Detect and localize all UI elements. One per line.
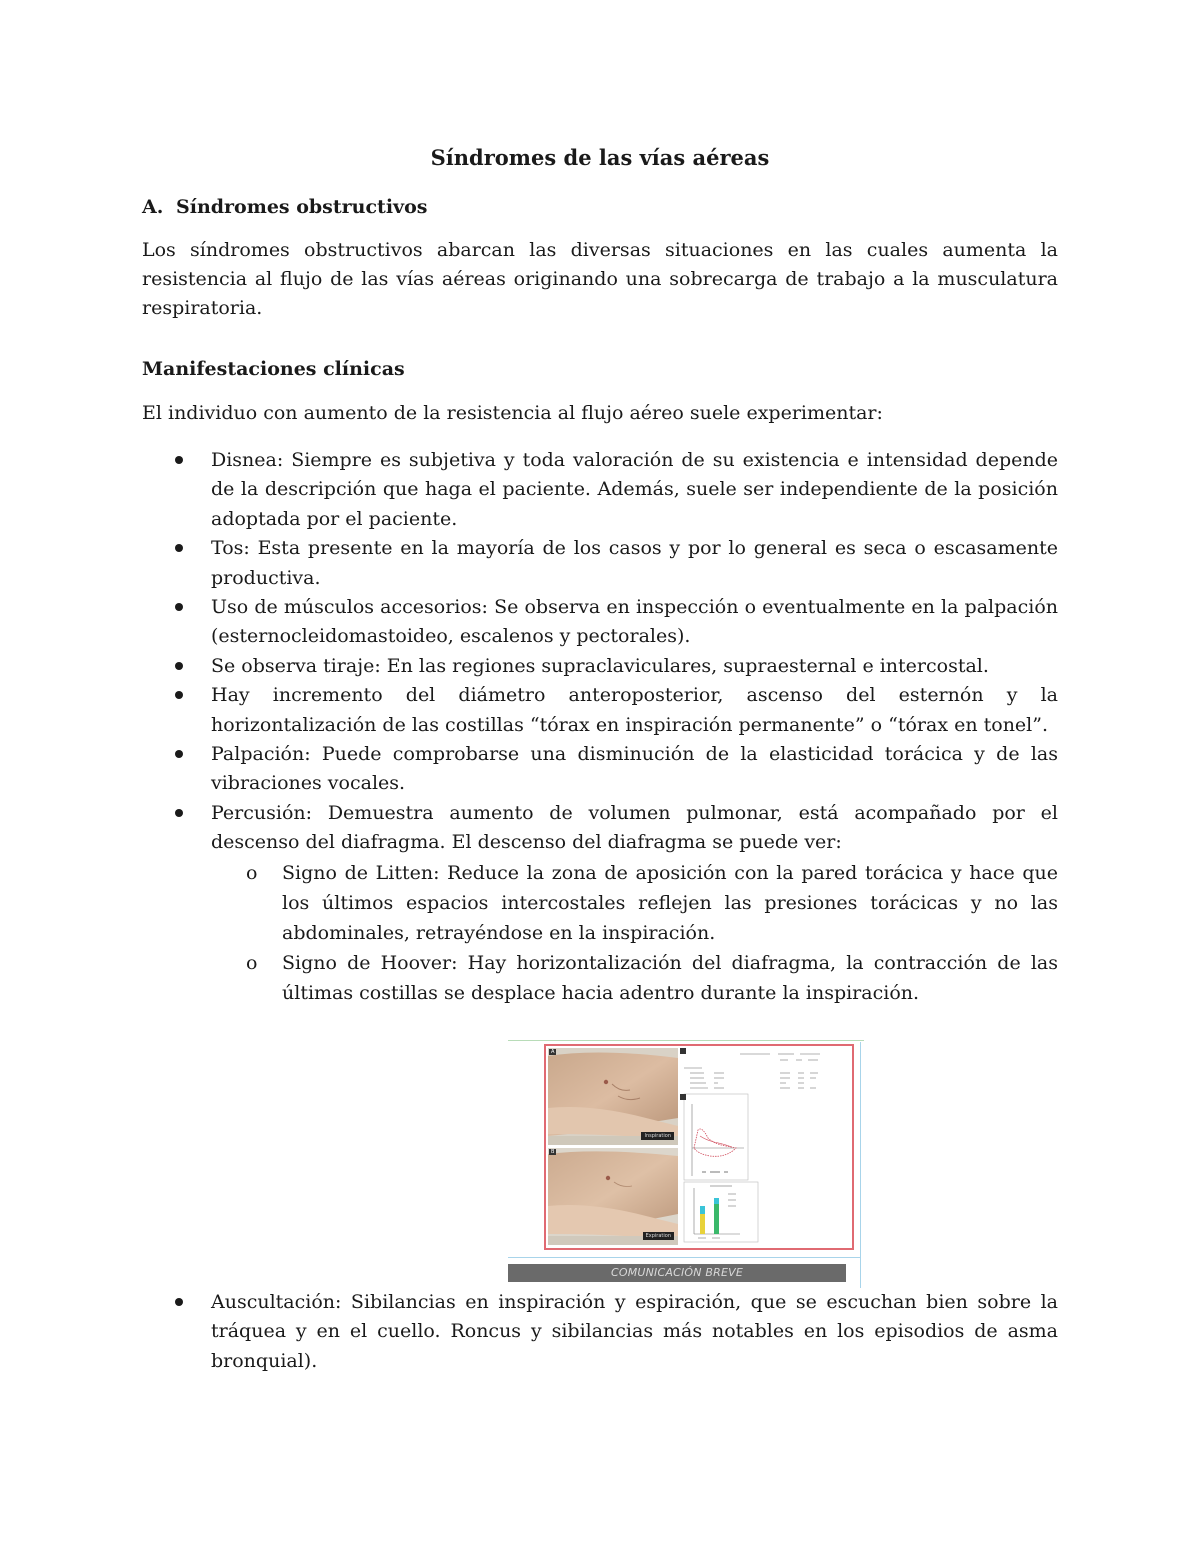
clinical-figure bbox=[508, 1040, 864, 1288]
figure-border-line bbox=[508, 1040, 864, 1041]
list-item bbox=[211, 593, 1058, 652]
manifestations-intro: El individuo con aumento de la resistencia al flujo aéreo suele experimentar: bbox=[142, 402, 883, 424]
list-item bbox=[211, 1288, 1058, 1376]
after-figure-bullet-list bbox=[0, 1288, 1200, 1376]
photo-a-letter: A bbox=[551, 1049, 555, 1055]
photo-a-label: Inspiration bbox=[641, 1132, 674, 1140]
figure-caption-bar: COMUNICACIÓN BREVE bbox=[508, 1264, 846, 1282]
bullet-text: Tos: Esta presente en la mayoría de los casos y por lo general es seca o escasamente productiva. bbox=[211, 537, 1058, 589]
sub-bullet-text: Signo de Litten: Reduce la zona de aposición con la pared torácica y hace que los últimos espacios intercostales reflejen las presiones torácicas y no las abdominales, retrayéndose en la inspiración. bbox=[282, 861, 1058, 944]
bullet-text: Auscultación: Sibilancias en inspiración y espiración, que se escuchan bien sobre la tráquea y en el cuello. Roncus y sibilancias más notables en los episodios de asma bronquial). bbox=[211, 1291, 1058, 1372]
photo-b-letter: B bbox=[551, 1149, 555, 1155]
section-a-paragraph: Los síndromes obstructivos abarcan las diversas situaciones en las cuales aumenta la resistencia al flujo de las vías aéreas originando una sobrecarga de trabajo a la musculatura respiratoria. bbox=[142, 239, 1058, 319]
bullet-dot-icon bbox=[175, 603, 183, 611]
bullet-text: Se observa tiraje: En las regiones supraclaviculares, supraesternal e intercostal. bbox=[211, 654, 989, 677]
document-title: Síndromes de las vías aéreas bbox=[430, 145, 770, 170]
sub-list-item bbox=[246, 858, 1058, 948]
sub-bullet-text: Signo de Hoover: Hay horizontalización del diafragma, la contracción de las últimas costillas se desplace hacia adentro durante la inspiración. bbox=[282, 951, 1058, 1004]
bullet-dot-icon bbox=[175, 809, 183, 817]
manifestations-bullet-list bbox=[0, 446, 1200, 1008]
bullet-dot-icon bbox=[175, 750, 183, 758]
manifestations-heading: Manifestaciones clínicas bbox=[142, 358, 405, 380]
section-a-heading-text: Síndromes obstructivos bbox=[176, 196, 428, 218]
chest-photo-image bbox=[548, 1148, 678, 1245]
figure-frame bbox=[544, 1044, 854, 1250]
list-item bbox=[211, 652, 1058, 681]
list-item bbox=[211, 446, 1058, 534]
patient-photo-expiration bbox=[548, 1148, 678, 1245]
bullet-dot-icon bbox=[175, 544, 183, 552]
list-item bbox=[211, 740, 1058, 799]
spirometry-panel bbox=[680, 1048, 850, 1246]
bullet-text: Hay incremento del diámetro anteroposterior, ascenso del esternón y la horizontalización de las costillas “tórax en inspiración permanente” o “tórax en tonel”. bbox=[211, 684, 1058, 736]
sub-bullet-marker: o bbox=[246, 951, 258, 974]
list-item bbox=[211, 681, 1058, 740]
photo-b-label: Expiration bbox=[643, 1232, 674, 1240]
spirometry-graphics bbox=[680, 1048, 850, 1246]
sub-list-item bbox=[246, 948, 1058, 1008]
section-a-heading bbox=[142, 193, 427, 221]
section-a-letter: A. bbox=[142, 196, 164, 218]
bullet-dot-icon bbox=[175, 1298, 183, 1306]
chest-photo-image bbox=[548, 1048, 678, 1145]
patient-photo-inspiration bbox=[548, 1048, 678, 1145]
bullet-dot-icon bbox=[175, 662, 183, 670]
list-item bbox=[211, 799, 1058, 858]
bullet-dot-icon bbox=[175, 691, 183, 699]
sub-bullet-marker: o bbox=[246, 861, 258, 884]
bullet-text: Uso de músculos accesorios: Se observa en inspección o eventualmente en la palpación (esternocleidomastoideo, escalenos y pectorales). bbox=[211, 596, 1058, 648]
figure-border-line bbox=[508, 1257, 860, 1258]
bullet-text: Disnea: Siempre es subjetiva y toda valoración de su existencia e intensidad depende de la descripción que haga el paciente. Además, suele ser independiente de la posición adoptada por el paciente. bbox=[211, 449, 1058, 530]
bullet-text: Percusión: Demuestra aumento de volumen pulmonar, está acompañado por el descenso del diafragma. El descenso del diafragma se puede ver: bbox=[211, 801, 1058, 854]
figure-border-line bbox=[860, 1042, 861, 1288]
list-item bbox=[211, 534, 1058, 593]
bullet-text: Palpación: Puede comprobarse una disminución de la elasticidad torácica y de las vibraciones vocales. bbox=[211, 743, 1058, 795]
bullet-dot-icon bbox=[175, 456, 183, 464]
